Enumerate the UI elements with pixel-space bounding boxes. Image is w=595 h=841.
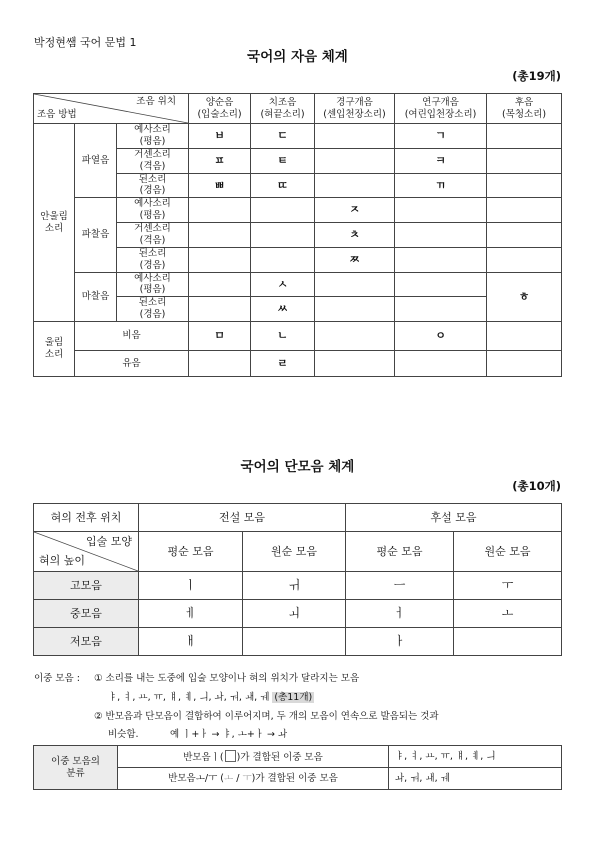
cell-p-tense-bilabial: ㅃ: [189, 173, 251, 198]
vowel-high-0: ㅣ: [139, 572, 243, 600]
cell-p-asp-bilabial: ㅍ: [189, 148, 251, 173]
cell-p-asp-palatal: [315, 148, 395, 173]
cell-a-asp-palatal: ㅊ: [315, 223, 395, 248]
cell-p-asp-alveolar: ㅌ: [251, 148, 315, 173]
vowel-high-1: ㅟ: [243, 572, 346, 600]
diphthong-class-row2: 반모음ㅗ/ㅜ (ㅗ / ㅜ)가 결합된 이중 모음: [118, 768, 389, 790]
cell-p-asp-velar: ㅋ: [395, 148, 487, 173]
corner-bottom-label: 조음 방법: [37, 109, 77, 121]
vowel-title: 국어의 단모음 체계: [240, 459, 355, 475]
cell-p-plain-alveolar: ㄷ: [251, 124, 315, 149]
cell-p-plain-velar: ㄱ: [395, 124, 487, 149]
row-high-label: 고모음: [34, 572, 139, 600]
vowel-mid-3: ㅗ: [454, 600, 562, 628]
consonant-count: (총19개): [512, 69, 561, 83]
vowel-mid-1: ㅚ: [243, 600, 346, 628]
place-header-alveolar: 치조음 (혀끝소리): [251, 94, 315, 124]
cell-p-plain-palatal: [315, 124, 395, 149]
type-tense: 된소리 (경음): [117, 173, 189, 198]
blank-box: [225, 750, 236, 762]
vowel-table: [33, 503, 562, 656]
vowel-low-0: ㅐ: [139, 628, 243, 656]
cell-p-plain-glottal: [487, 124, 562, 149]
vowel-mid-0: ㅔ: [139, 600, 243, 628]
diphthong-class-table: [33, 745, 562, 790]
type-aspirated: 거센소리 (격음): [117, 223, 189, 248]
cell-a-tense-palatal: ㅉ: [315, 247, 395, 272]
cell-nasal-alveolar: ㄴ: [251, 322, 315, 351]
col-front-rounded: 원순 모음: [243, 532, 346, 572]
vowel-low-1: [243, 628, 346, 656]
diphthong-class-row2-values: ㅘ, ㅝ, ㅙ, ㅞ: [389, 768, 562, 790]
diphthong-class-head: 이중 모음의 분류: [34, 746, 118, 790]
vowel-count: (총10개): [512, 479, 561, 493]
cell-p-tense-alveolar: ㄸ: [251, 173, 315, 198]
diphthong-list: [108, 689, 314, 703]
place-header-bilabial: 양순음 (입술소리): [189, 94, 251, 124]
col-back-rounded: 원순 모음: [454, 532, 562, 572]
place-header-glottal: 후음 (목청소리): [487, 94, 562, 124]
place-header-palatal: 경구개음 (센입천장소리): [315, 94, 395, 124]
place-header-velar: 연구개음 (여린입천장소리): [395, 94, 487, 124]
vowel-high-2: ㅡ: [346, 572, 454, 600]
front-vowel-header: 전설 모음: [139, 504, 346, 532]
diphthong-list-count: (총11개): [274, 692, 313, 703]
cell-nasal-velar: ㅇ: [395, 322, 487, 351]
back-vowel-header: 후설 모음: [346, 504, 562, 532]
cell-p-tense-glottal: [487, 173, 562, 198]
obstruent-label: 안울림 소리: [34, 124, 75, 322]
consonant-title: 국어의 자음 체계: [247, 49, 348, 65]
document-header: 박정현쌤 국어 문법 1: [34, 36, 137, 49]
plosive-label: 파열음: [75, 124, 117, 198]
diphthong-lead: 이중 모음 :: [34, 673, 80, 684]
fricative-label: 마찰음: [75, 272, 117, 322]
cell-p-tense-palatal: [315, 173, 395, 198]
type-aspirated: 거센소리 (격음): [117, 148, 189, 173]
row-low-label: 저모음: [34, 628, 139, 656]
type-plain: 예사소리 (평음): [117, 198, 189, 223]
cell-f-tense-alveolar: ㅆ: [251, 297, 315, 322]
affricate-label: 파찰음: [75, 198, 117, 272]
cell-p-plain-bilabial: ㅂ: [189, 124, 251, 149]
vowel-mid-2: ㅓ: [346, 600, 454, 628]
diphthong-def-1: ① 소리를 내는 도중에 입술 모양이나 혀의 위치가 달라지는 모음: [94, 673, 360, 684]
diphthong-class-row1: 반모음ㅣ( )가 결합된 이중 모음: [118, 746, 389, 768]
liquid-label: 유음: [75, 351, 189, 377]
diphthong-def-2b: 비슷함.: [108, 729, 139, 740]
type-plain: 예사소리 (평음): [117, 272, 189, 297]
consonant-table: [33, 93, 562, 377]
cell-nasal-bilabial: ㅁ: [189, 322, 251, 351]
sonorant-label: 울림 소리: [34, 322, 75, 377]
cell-f-plain-alveolar: ㅅ: [251, 272, 315, 297]
nasal-label: 비음: [75, 322, 189, 351]
cell-p-asp-glottal: [487, 148, 562, 173]
cell-f-glottal: ㅎ: [487, 272, 562, 322]
row-mid-label: 중모음: [34, 600, 139, 628]
type-tense: 된소리 (경음): [117, 297, 189, 322]
vowel-corner-top: 입술 모양: [85, 535, 132, 548]
vowel-corner-header: [34, 532, 139, 572]
vowel-low-2: ㅏ: [346, 628, 454, 656]
type-tense: 된소리 (경음): [117, 247, 189, 272]
col-back-unrounded: 평순 모음: [346, 532, 454, 572]
consonant-corner-header: [34, 94, 189, 124]
diphthong-list-text: ㅑ, ㅕ, ㅛ, ㅠ, ㅒ, ㅖ, ㅢ, ㅘ, ㅝ, ㅙ, ㅞ: [108, 692, 270, 703]
col-front-unrounded: 평순 모음: [139, 532, 243, 572]
corner-top-label: 조음 위치: [136, 96, 177, 107]
vowel-high-3: ㅜ: [454, 572, 562, 600]
diphthong-example: 예 ㅣ+ㅏ → ㅑ, ㅗ+ㅏ → ㅘ: [170, 729, 288, 740]
cell-p-tense-velar: ㄲ: [395, 173, 487, 198]
cell-liquid-alveolar: ㄹ: [251, 351, 315, 377]
vowel-row-head: 혀의 전후 위치: [34, 504, 139, 532]
diphthong-def-2: ② 반모음과 단모음이 결합하여 이루어지며, 두 개의 모음이 연속으로 발음되는 것과: [94, 711, 439, 722]
type-plain: 예사소리 (평음): [117, 124, 189, 149]
vowel-corner-bottom: 혀의 높이: [39, 554, 86, 568]
cell-nasal-palatal: [315, 322, 395, 351]
vowel-low-3: [454, 628, 562, 656]
cell-a-plain-palatal: ㅈ: [315, 198, 395, 223]
diphthong-class-row1-values: ㅑ, ㅕ, ㅛ, ㅠ, ㅒ, ㅖ, ㅢ: [389, 746, 562, 768]
